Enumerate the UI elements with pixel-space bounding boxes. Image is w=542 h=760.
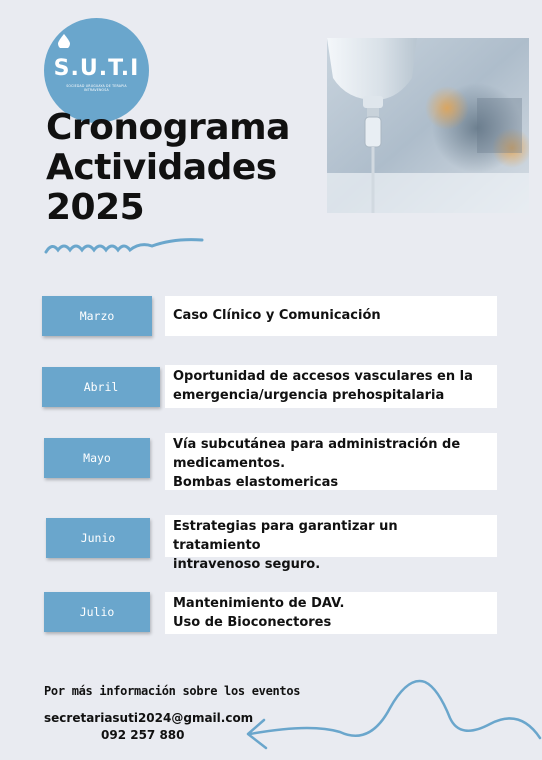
title-line-2: Actividades	[46, 147, 277, 188]
drop-icon	[58, 34, 70, 48]
topic-text: Vía subcutánea para administración de medicamentos. Bombas elastomericas	[165, 433, 497, 490]
month-label: Abril	[42, 367, 160, 407]
month-label: Julio	[44, 592, 150, 632]
month-label: Marzo	[42, 296, 152, 336]
month-label: Junio	[46, 518, 150, 558]
logo-name: S.U.T.I	[53, 56, 140, 81]
arrow-decoration	[240, 668, 542, 760]
topic-text: Mantenimiento de DAV. Uso de Bioconectores	[165, 592, 497, 634]
topic-text: Oportunidad de accesos vasculares en la emergencia/urgencia prehospitalaria	[165, 365, 497, 408]
contact-email[interactable]: secretariasuti2024@gmail.com	[44, 711, 254, 725]
topic-text: Caso Clínico y Comunicación	[165, 296, 497, 336]
contact-phone[interactable]: 092 257 880	[101, 728, 185, 742]
logo-subtitle: SOCIEDAD URUGUAYA DE TERAPIA INTRAVENOSA	[66, 84, 127, 92]
more-info-heading: Por más información sobre los eventos	[44, 684, 301, 698]
wave-decoration	[44, 236, 204, 258]
page-title	[46, 108, 290, 228]
month-label: Mayo	[44, 438, 150, 478]
title-line-3: 2025	[46, 187, 145, 228]
title-line-1: Cronograma	[46, 107, 290, 148]
iv-drip-photo	[327, 38, 529, 213]
topic-text: Estrategias para garantizar un tratamiento intravenoso seguro.	[165, 515, 497, 557]
